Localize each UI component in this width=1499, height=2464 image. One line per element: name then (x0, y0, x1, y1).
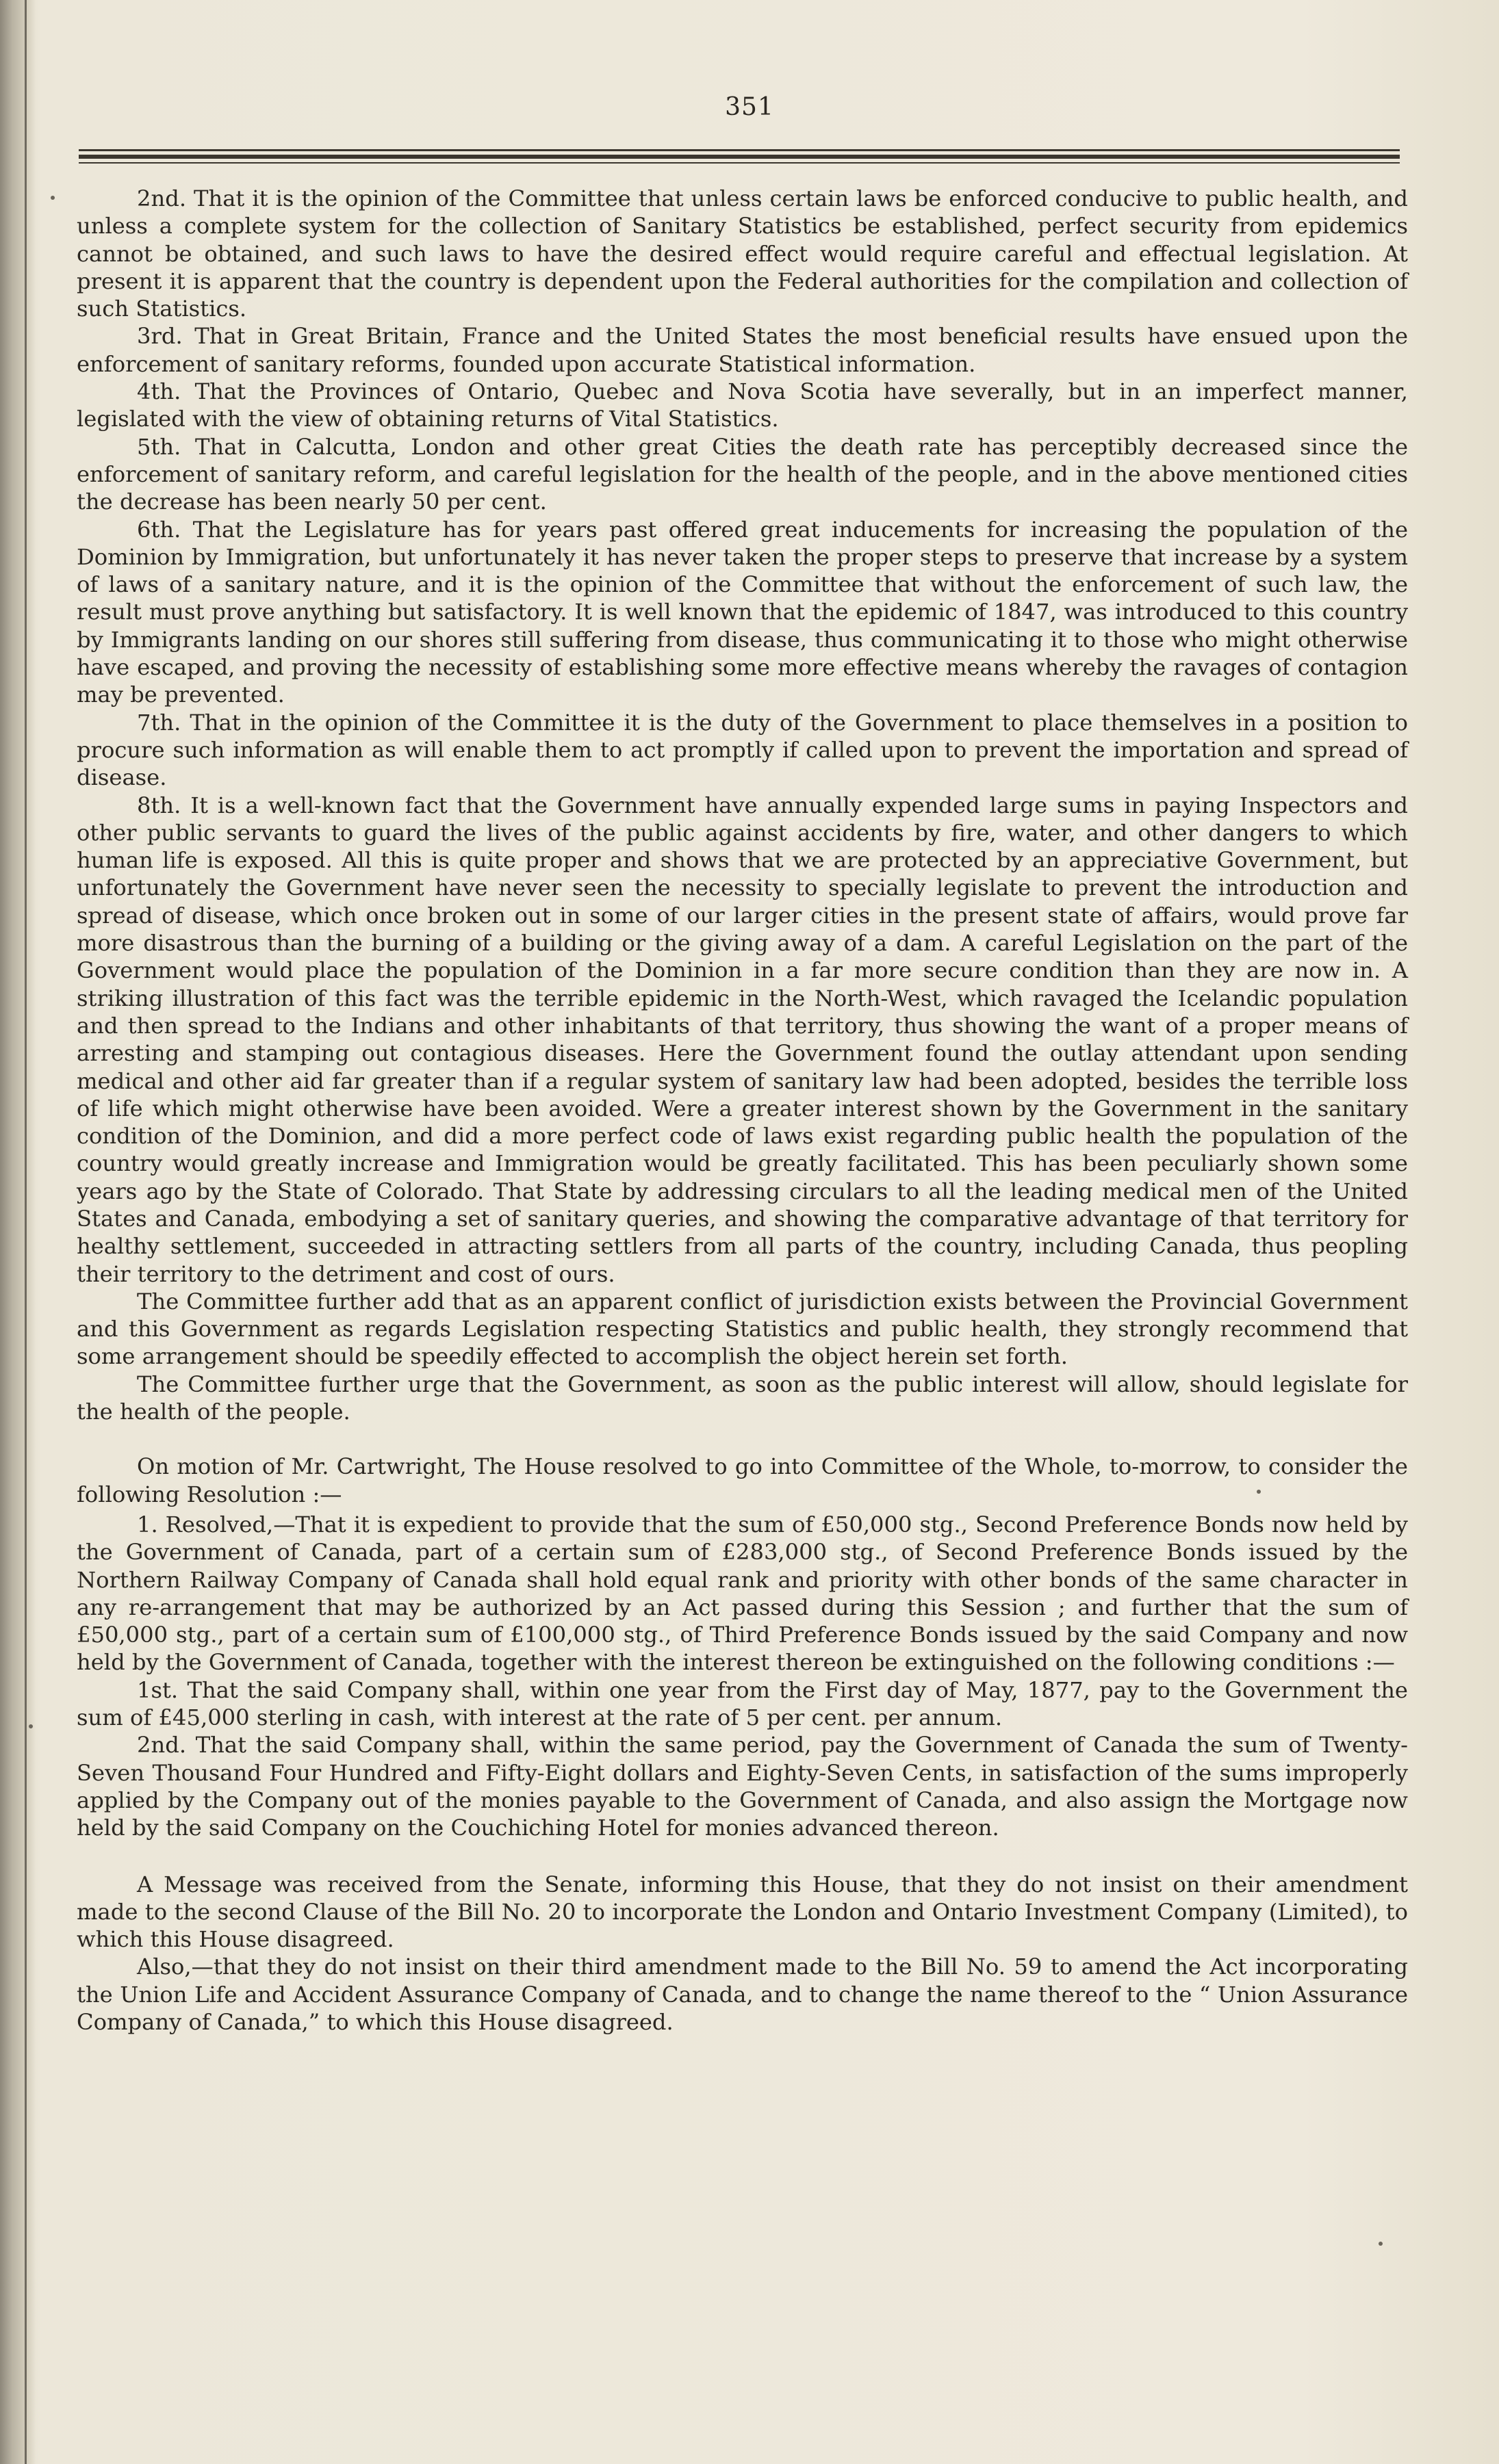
paragraph-resolution: 1. Resolved,—That it is expedient to provide that the sum of £50,000 stg., Second Preference Bonds now held by the Government of Canada, part of a certain sum of £283,000 stg., of Second Preference Bonds issued by the Northern Railway Company of Canada shall hold equal rank and priority with other bonds of the same character in any re-arrangement that may be authorized by an Act passed during this Session ; and further that the sum of £50,000 stg., part of a certain sum of £100,000 stg., of Third Preference Bonds issued by the said Company and now held by the Government of Canada, together with the interest thereon be extinguished on the following conditions :— (77, 1511, 1408, 1676)
page-binding-shadow (0, 0, 36, 2464)
paragraph-5th-conclusion: 5th. That in Calcutta, London and other great Cities the death rate has perceptibly decreased since the enforcement of sanitary reform, and careful legislation for the health of the people, and in the above mentioned cities the decrease has been nearly 50 per cent. (77, 433, 1408, 515)
paragraph-3rd-conclusion: 3rd. That in Great Britain, France and the United States the most beneficial results have ensued upon the enforcement of sanitary reforms, founded upon accurate Statistical information. (77, 323, 1408, 377)
paragraph-also: Also,—that they do not insist on their third amendment made to the Bill No. 59 to amend the Act incorporating the Union Life and Accident Assurance Company of Canada, and to change the name thereof to the “ Union Assurance Company of Canada,” to which this House disagreed. (77, 1954, 1408, 2035)
margin-speck (1379, 2242, 1383, 2246)
paragraph-6th-conclusion: 6th. That the Legislature has for years past offered great inducements for increasing the population of the Dominion by Immigration, but unfortunately it has never taken the proper steps to preserve that increase by a system of laws of a sanitary nature, and it is the opinion of the Committee that without the enforcement of such law, the result must prove anything but satisfactory. It is well known that the epidemic of 1847, was introduced to this country by Immigrants landing on our shores still suffering from disease, thus communicating it to those who might otherwise have escaped, and proving the necessity of establishing some more effective means whereby the ravages of contagion may be prevented. (77, 516, 1408, 708)
paragraph-committee-add: The Committee further add that as an apparent conflict of jurisdiction exists between the Provincial Government and this Government as regards Legislation respecting Statistics and public health, they strongly recommend that some arrangement should be speedily effected to accomplish the object herein set forth. (77, 1288, 1408, 1370)
paragraph-condition-1st: 1st. That the said Company shall, within one year from the First day of May, 1877, pay to the Government the sum of £45,000 sterling in cash, with interest at the rate of 5 per cent. per annum. (77, 1676, 1408, 1731)
margin-speck (29, 1724, 33, 1728)
margin-speck (1257, 1490, 1261, 1494)
section-gap (77, 1425, 1408, 1453)
header-rule-thick (79, 155, 1400, 159)
paragraph-7th-conclusion: 7th. That in the opinion of the Committee it is the duty of the Government to place themselves in a position to procure such information as will enable them to act promptly if called upon to prevent the importation and spread of disease. (77, 709, 1408, 791)
paragraph-8th-conclusion: 8th. It is a well-known fact that the Government have annually expended large sums in paying Inspectors and other public servants to guard the lives of the public against accidents by fire, water, and other dangers to which human life is exposed. All this is quite proper and shows that we are protected by an appreciative Government, but unfortunately the Government have never seen the necessity to specially legislate to prevent the introduction and spread of disease, which once broken out in some of our larger cities in the present state of affairs, would prove far more disastrous than the burning of a building or the giving away of a dam. A careful Legislation on the part of the Government would place the population of the Dominion in a far more secure condition than they are now in. A striking illustration of this fact was the terrible epidemic in the North-West, which ravaged the Icelandic population and then spread to the Indians and other inhabitants of that territory, thus showing the want of a proper means of arresting and stamping out contagious diseases. Here the Government found the outlay attendant upon sending medical and other aid far greater than if a regular system of sanitary law had been adopted, besides the terrible loss of life which might otherwise have been avoided. Were a greater interest shown by the Government in the sanitary condition of the Dominion, and did a more perfect code of laws exist regarding public health the population of the country would greatly increase and Immigration would be greatly facilitated. This has been peculiarly shown some years ago by the State of Colorado. That State by addressing circulars to all the leading medical men of the United States and Canada, embodying a set of sanitary queries, and showing the comparative advantage of that territory for healthy settlement, succeeded in attracting settlers from all parts of the country, including Canada, thus peopling their territory to the detriment and cost of ours. (77, 792, 1408, 1287)
paragraph-condition-2nd: 2nd. That the said Company shall, within the same period, pay the Government of Canada the sum of Twenty-Seven Thousand Four Hundred and Fifty-Eight dollars and Eighty-Seven Cents, in satisfaction of the sums improperly applied by the Company out of the monies payable to the Government of Canada, and also assign the Mortgage now held by the said Company on the Couchiching Hotel for monies advanced thereon. (77, 1732, 1408, 1841)
page-body (77, 185, 1408, 2036)
paragraph-4th-conclusion: 4th. That the Provinces of Ontario, Quebec and Nova Scotia have severally, but in an imperfect manner, legislated with the view of obtaining returns of Vital Statistics. (77, 378, 1408, 432)
paragraph-motion: On motion of Mr. Cartwright, The House resolved to go into Committee of the Whole, to-morrow, to consider the following Resolution :— (77, 1453, 1408, 1507)
section-gap (77, 1842, 1408, 1871)
paragraph-2nd-conclusion: 2nd. That it is the opinion of the Committee that unless certain laws be enforced conducive to public health, and unless a complete system for the collection of Sanitary Statistics be established, perfect security from epidemics cannot be obtained, and such laws to have the desired effect would require careful and effectual legislation. At present it is apparent that the country is dependent upon the Federal authorities for the compilation and collection of such Statistics. (77, 185, 1408, 322)
header-rule (79, 149, 1400, 167)
binding-line (25, 0, 27, 2464)
paragraph-senate-message: A Message was received from the Senate, informing this House, that they do not insist on their amendment made to the second Clause of the Bill No. 20 to incorporate the London and Ontario Investment Company (Limited), to which this House disagreed. (77, 1871, 1408, 1953)
paragraph-committee-urge: The Committee further urge that the Government, as soon as the public interest will allow, should legislate for the health of the people. (77, 1371, 1408, 1425)
page-number: 351 (725, 93, 774, 121)
margin-speck (51, 196, 55, 200)
header-rule-thin-top (79, 149, 1400, 151)
header-rule-thin-bottom (79, 162, 1400, 164)
